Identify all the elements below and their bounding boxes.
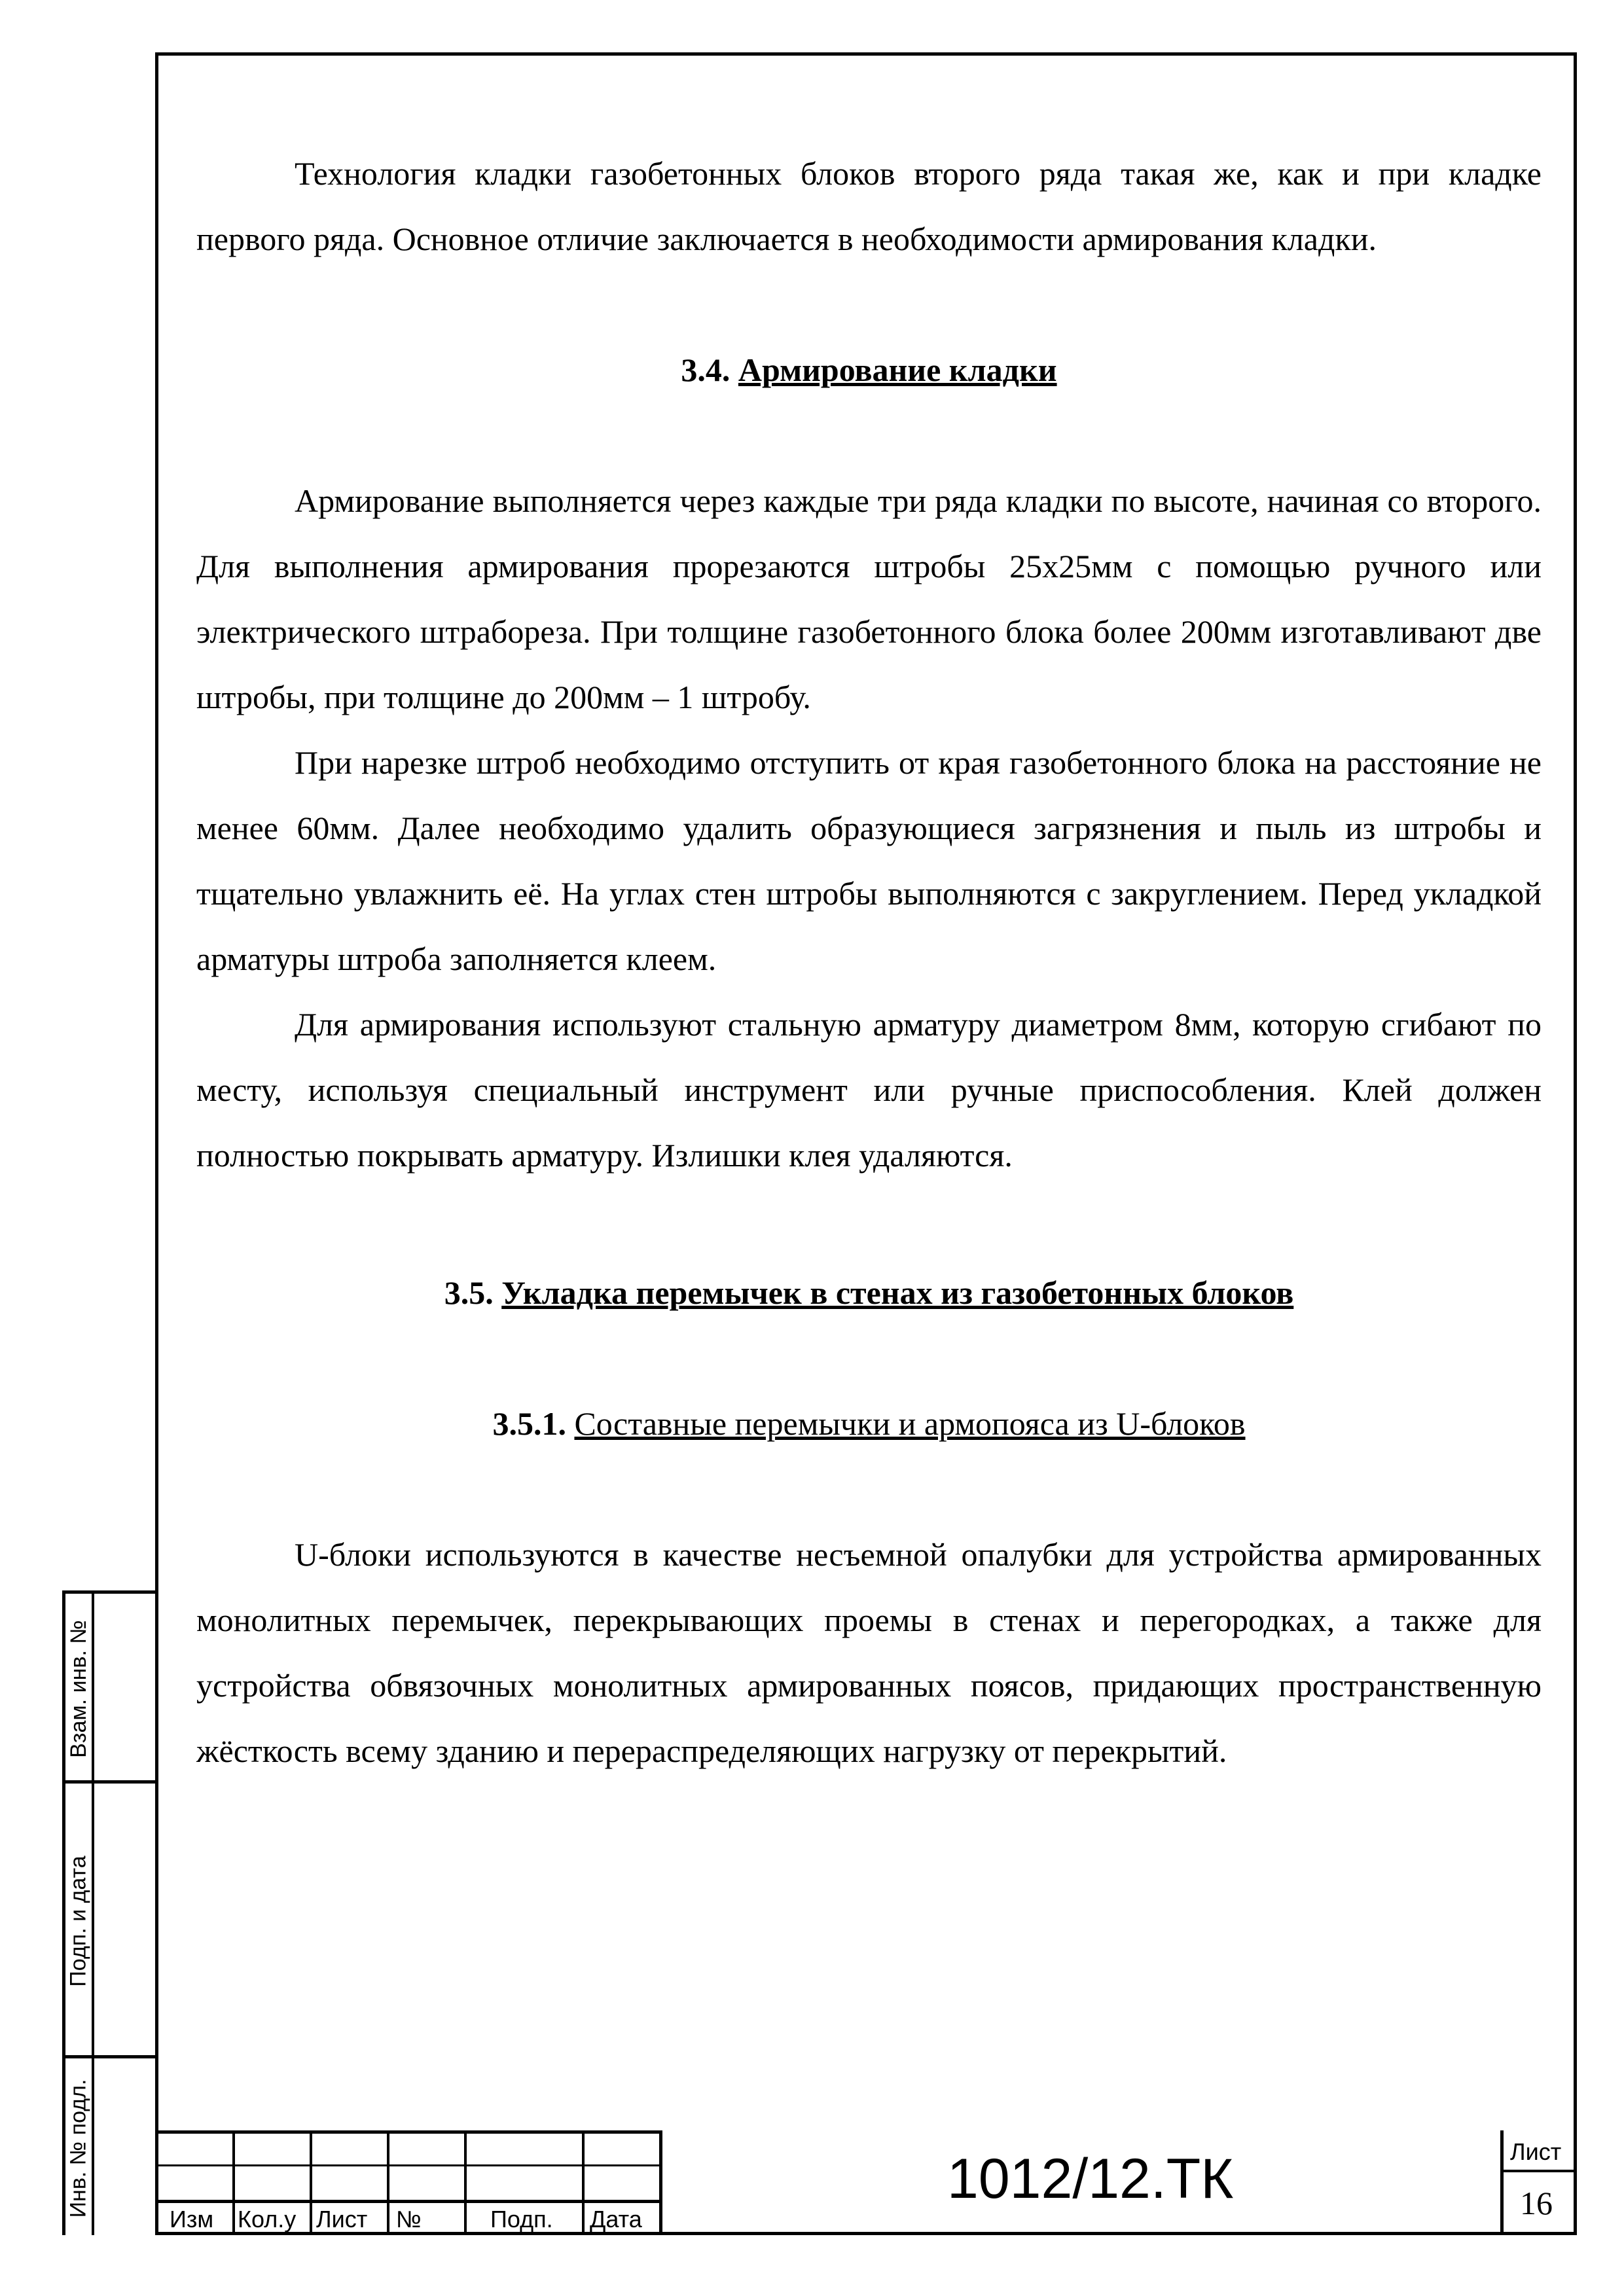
- section-number: 3.4.: [681, 351, 731, 388]
- sheet-label: Лист: [1510, 2138, 1562, 2165]
- column-header-number: №: [396, 2206, 422, 2233]
- column-header-sheet: Лист: [316, 2206, 368, 2233]
- column-header-date: Дата: [590, 2206, 642, 2233]
- section-title: Укладка перемычек в стенах из газобетонных блоков: [501, 1274, 1294, 1311]
- title-block: [155, 2130, 1577, 2235]
- paragraph: Для армирования используют стальную арматуру диаметром 8мм, которую сгибают по месту, используя специальный инструмент или ручные приспособления. Клей должен полностью покрывать арматуру. Излишки клея удаляются.: [196, 1006, 1542, 1174]
- column-header-quantity: Кол.у: [238, 2206, 297, 2233]
- side-stamp: [62, 1590, 155, 2235]
- column-header-signature: Подп.: [490, 2206, 553, 2233]
- paragraph: При нарезке штроб необходимо отступить от края газобетонного блока на расстояние не менее 60мм. Далее необходимо удалить образующиеся загрязнения и пыль из штробы и тщательно увлажнить её. На углах стен штробы выполняются с закруглением. Перед укладкой арматуры штроба заполняется клеем.: [196, 744, 1542, 977]
- section-heading-3-4: [196, 337, 1542, 403]
- paragraph: Армирование выполняется через каждые три ряда кладки по высоте, начиная со второго. Для выполнения армирования прорезаются штробы 25х25мм с помощью ручного или электрического штрабореза. При толщине газобетонного блока более 200мм изготавливают две штробы, при толщине до 200мм – 1 штробу.: [196, 482, 1542, 715]
- paragraph: Технология кладки газобетонных блоков второго ряда такая же, как и при кладке первого ряда. Основное отличие заключается в необходимости армирования кладки.: [196, 155, 1542, 257]
- side-label-inventory: Инв. № подл.: [65, 2079, 91, 2218]
- document-code: 1012/12.ТК: [947, 2147, 1234, 2210]
- subsection-title: Составные перемычки и армопояса из U-блоков: [574, 1405, 1246, 1442]
- page-content: [196, 141, 1542, 1784]
- section-heading-3-5: [196, 1260, 1542, 1325]
- section-number: 3.5.: [444, 1274, 494, 1311]
- column-header-change: Изм: [170, 2206, 214, 2233]
- subsection-heading-3-5-1: [196, 1391, 1542, 1456]
- sheet-number: 16: [1520, 2185, 1553, 2221]
- side-label-replacement: Взам. инв. №: [65, 1619, 91, 1758]
- section-title: Армирование кладки: [738, 351, 1057, 388]
- side-label-signature-date: Подп. и дата: [65, 1855, 91, 1987]
- subsection-number: 3.5.1.: [492, 1405, 566, 1442]
- paragraph: U-блоки используются в качестве несъемной опалубки для устройства армированных монолитных перемычек, перекрывающих проемы в стенах и перегородках, а также для устройства обвязочных монолитных армированных поясов, придающих пространственную жёсткость всему зданию и перераспределяющих нагрузку от перекрытий.: [196, 1536, 1542, 1769]
